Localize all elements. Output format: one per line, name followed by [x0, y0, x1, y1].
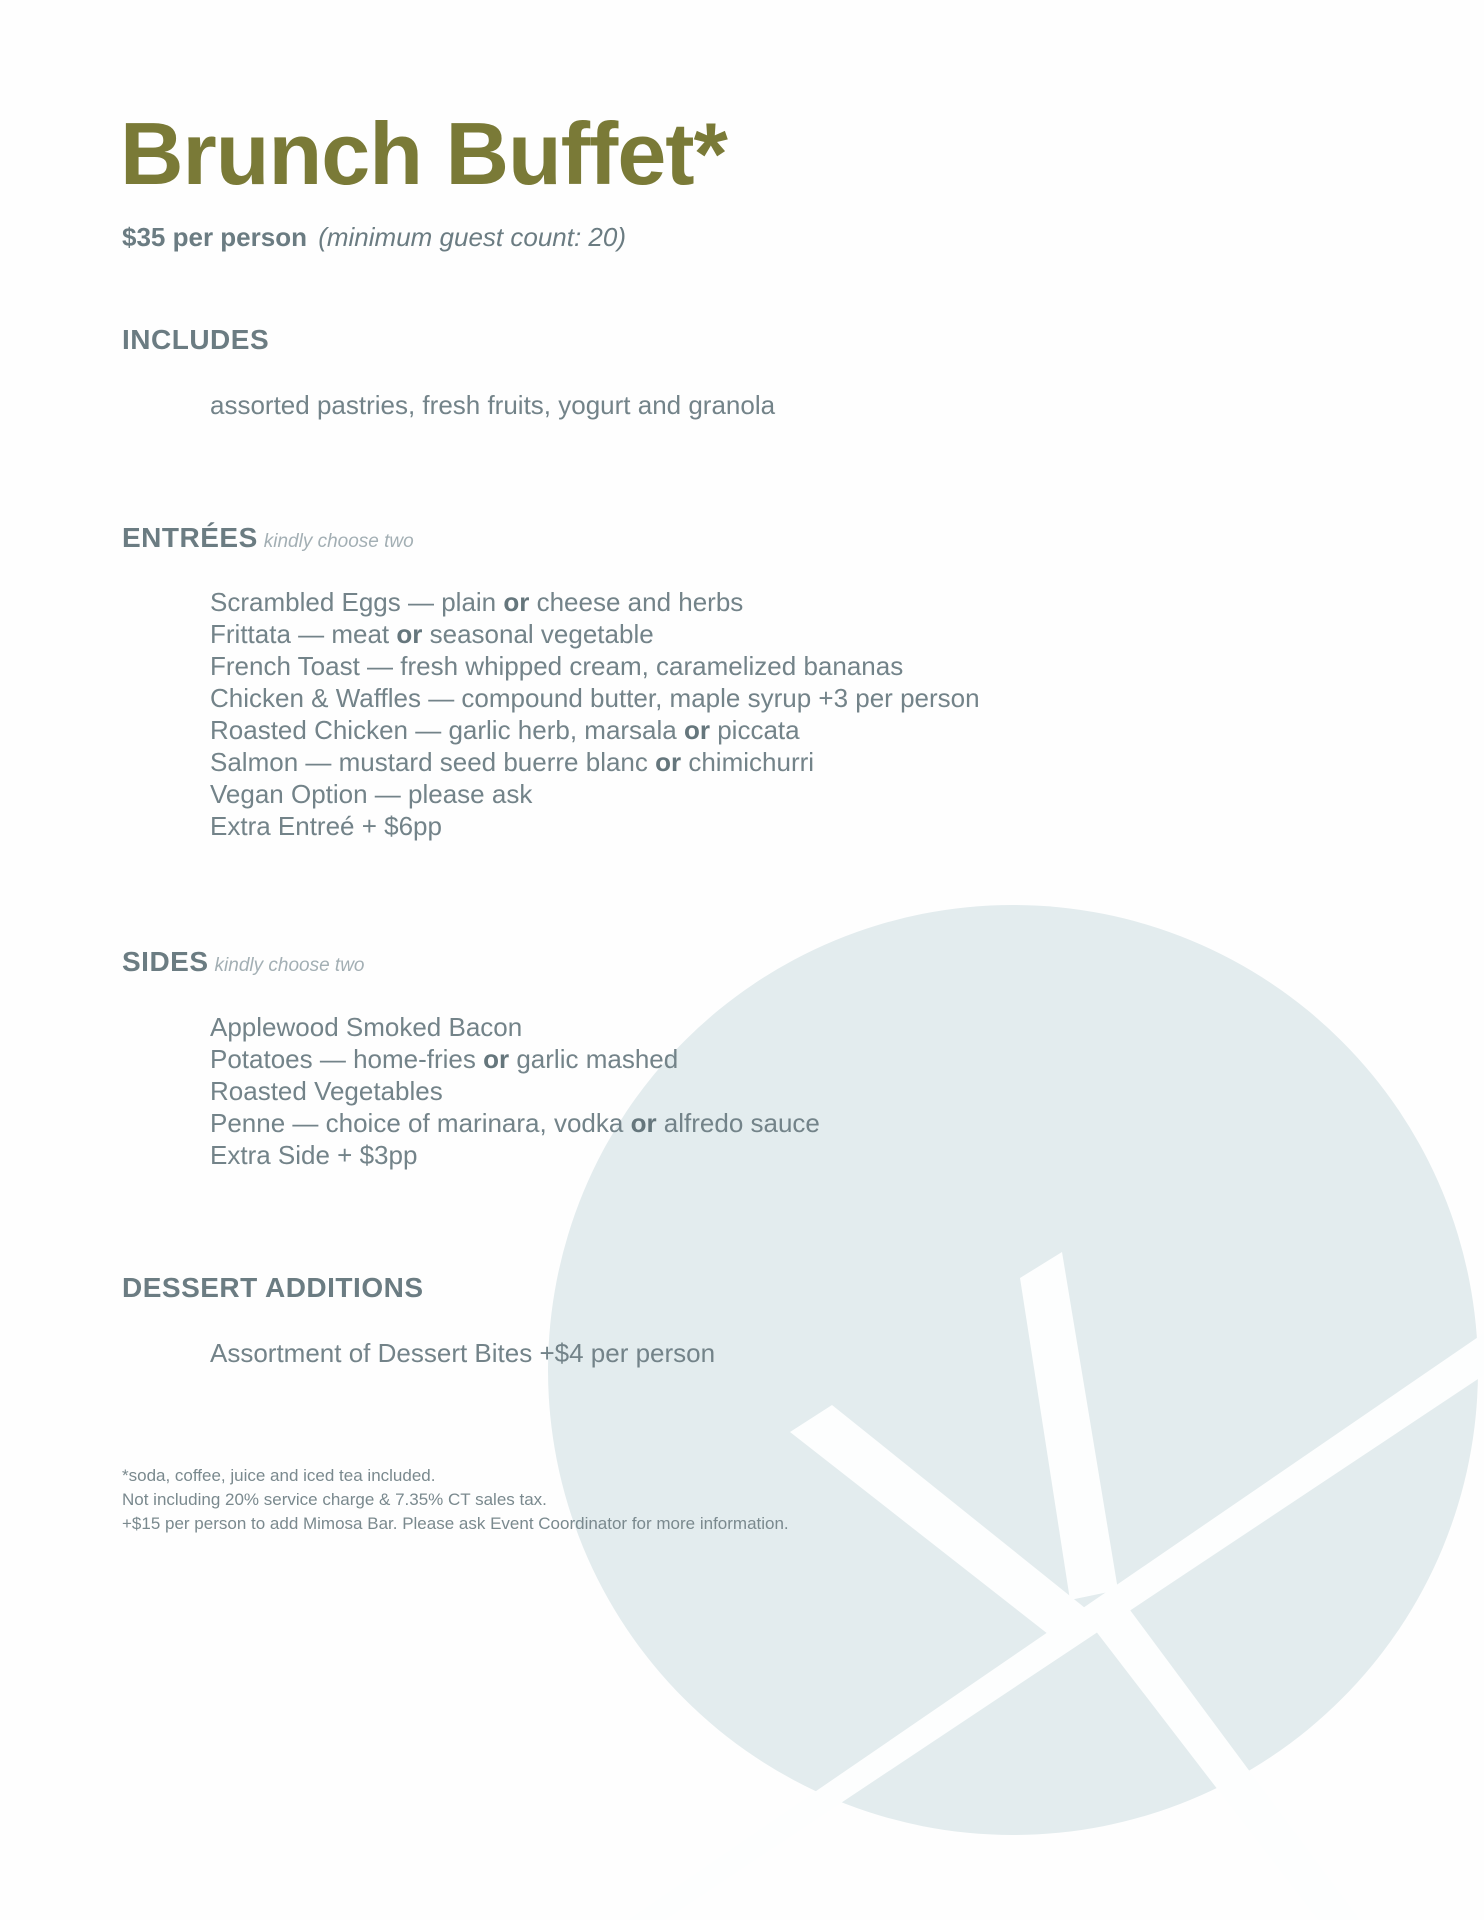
- list-item: Extra Entreé + $6pp: [210, 811, 442, 841]
- list-item: Applewood Smoked Bacon: [210, 1012, 523, 1042]
- section-heading-sides: [122, 946, 365, 978]
- section-note: kindly choose two: [214, 955, 365, 976]
- section-heading-text: SIDES: [122, 946, 209, 977]
- price-text: $35 per person: [122, 222, 307, 252]
- footnote: +$15 per person to add Mimosa Bar. Please ask Event Coordinator for more information.: [122, 1514, 789, 1533]
- list-item: Frittata — meat or seasonal vegetable: [210, 619, 654, 649]
- list-item: Scrambled Eggs — plain or cheese and herbs: [210, 587, 744, 617]
- list-item: Assortment of Dessert Bites +$4 per person: [210, 1338, 716, 1368]
- entrees-list: [210, 586, 980, 842]
- section-heading-text: ENTRÉES: [122, 522, 258, 553]
- list-item: Penne — choice of marinara, vodka or alfredo sauce: [210, 1108, 820, 1138]
- list-item: assorted pastries, fresh fruits, yogurt and granola: [210, 390, 776, 420]
- or-word: or: [630, 1108, 657, 1138]
- section-note: kindly choose two: [263, 531, 414, 552]
- includes-list: [210, 389, 775, 421]
- footnote: *soda, coffee, juice and iced tea included.: [122, 1466, 436, 1485]
- or-word: or: [483, 1044, 510, 1074]
- footnote: Not including 20% service charge & 7.35% CT sales tax.: [122, 1490, 547, 1509]
- list-item: Roasted Chicken — garlic herb, marsala or piccata: [210, 715, 800, 745]
- section-heading-text: DESSERT ADDITIONS: [122, 1272, 424, 1303]
- list-item: Chicken & Waffles — compound butter, maple syrup +3 per person: [210, 683, 980, 713]
- list-item: Roasted Vegetables: [210, 1076, 443, 1106]
- list-item: Vegan Option — please ask: [210, 779, 533, 809]
- list-item: Salmon — mustard seed buerre blanc or chimichurri: [210, 747, 815, 777]
- list-item: Potatoes — home-fries or garlic mashed: [210, 1044, 679, 1074]
- or-word: or: [655, 747, 682, 777]
- section-heading-dessert: [122, 1272, 424, 1304]
- list-item: Extra Side + $3pp: [210, 1140, 418, 1170]
- guest-count-note: (minimum guest count: 20): [318, 222, 627, 252]
- sides-list: [210, 1011, 820, 1171]
- or-word: or: [503, 587, 530, 617]
- footnotes: [122, 1464, 789, 1536]
- section-heading-text: INCLUDES: [122, 324, 270, 355]
- section-heading-entrees: [122, 522, 414, 554]
- price-line: [122, 222, 626, 253]
- section-heading-includes: [122, 324, 269, 356]
- or-word: or: [396, 619, 423, 649]
- list-item: French Toast — fresh whipped cream, caramelized bananas: [210, 651, 904, 681]
- dessert-list: [210, 1337, 715, 1369]
- page-title: Brunch Buffet*: [120, 104, 727, 203]
- or-word: or: [683, 715, 710, 745]
